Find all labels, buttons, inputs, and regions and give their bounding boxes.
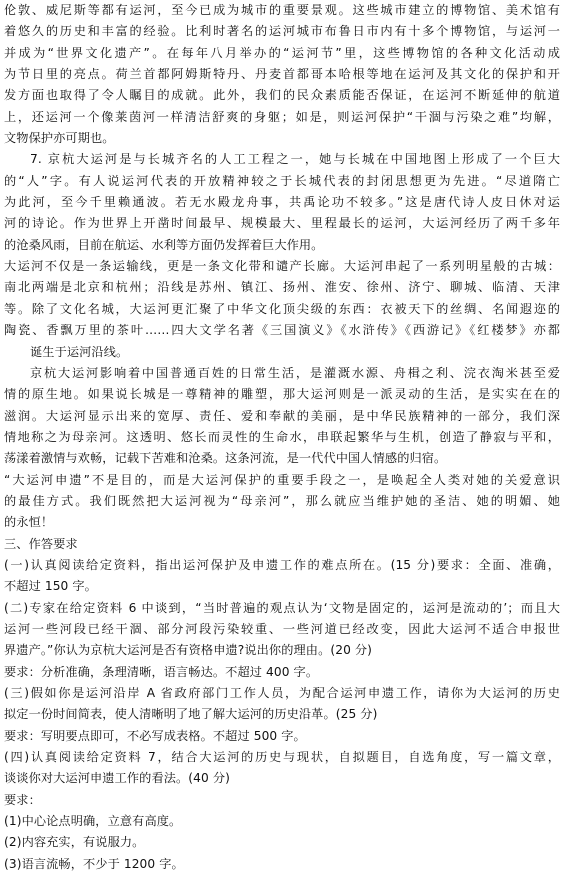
text-line: (1)中心论点明确，立意有高度。 xyxy=(4,814,182,829)
text-line: 运河一些河段已经干涸、部分河段污染较重、一些河道已经改变，因此大运河不适合申报世 xyxy=(4,621,560,636)
text-line: 等。除了文化名城，大运河更汇聚了中华文化顶尖级的东西：衣被天下的丝绸、名闻遐迩的 xyxy=(4,301,560,316)
text-line: (三)假如你是运河沿岸 A 省政府部门工作人员，为配合运河申遗工作，请你为大运河的历史 xyxy=(4,686,560,700)
text-line: “大运河申遗”不是目的，而是大运河保护的重要手段之一，是唤起全人类对她的关爱意识 xyxy=(4,472,560,487)
text-line: 并成为“世界文化遗产”。在每年八月举办的“运河节”里，这些博物馆的各种文化活动成 xyxy=(4,45,560,60)
text-line: 情地称之为母亲河。这透明、悠长而灵性的生命水，串联起繁华与生机，创造了静寂与平和， xyxy=(4,429,560,444)
text-line: 陶瓷、香飘万里的茶叶……四大文学名著《三国演义》《水浒传》《西游记》《红楼梦》亦都 xyxy=(4,323,560,338)
text-line: 的最佳方式。我们既然把大运河视为“母亲河”，那么就应当维护她的圣洁、她的明媚、她 xyxy=(4,493,560,508)
text-line: (二)专家在给定资料 6 中谈到，“当时普遍的观点认为‘文物是固定的，运河是流动的’；而且大 xyxy=(4,600,560,615)
text-line: (3)语言流畅，不少于 1200 字。 xyxy=(4,856,184,871)
text-line: (2)内容充实，有说服力。 xyxy=(4,835,145,850)
text-line: 伦敦、威尼斯等都有运河，至今已成为城市的重要景观。这些城市建立的博物馆、美术馆有 xyxy=(4,3,560,17)
text-line: 着悠久的历史和丰富的经验。比利时著名的运河城市布鲁日市内有十多个博物馆，与运河一 xyxy=(4,24,560,39)
text-line: 文物保护亦可期也。 xyxy=(4,131,115,146)
text-line: 的沧桑风雨，目前在航运、水利等方面仍发挥着巨大作用。 xyxy=(4,237,324,252)
text-line: 7. 京杭大运河是与长城齐名的人工工程之一，她与长城在中国地图上形成了一个巨大 xyxy=(30,152,560,167)
text-line: (四)认真阅读给定资料 7，结合大运河的历史与现状，自拟题目，自选角度，写一篇文章， xyxy=(4,750,560,765)
text-line: 滋润。大运河显示出来的宽厚、责任、爱和奉献的美丽，是中华民族精神的一部分，我们深 xyxy=(4,408,560,423)
text-line: 界遗产。”你认为京杭大运河是否有资格申遗?说出你的理由。(20 分) xyxy=(4,643,373,658)
text-line: 京杭大运河影响着中国普通百姓的日常生活，是灌溉水源、舟楫之利、浣衣淘米甚至爱 xyxy=(30,365,560,380)
text-line: 河的诗论。作为世界上开凿时间最早、规模最大、里程最长的运河，大运河经历了两千多年 xyxy=(4,216,560,231)
text-line: 为节日里的亮点。荷兰首都阿姆斯特丹、丹麦首都哥本哈根等地在运河及其文化的保护和开 xyxy=(4,67,560,82)
text-line: 发方面也取得了令人瞩目的成就。此外，我们的民众素质能否保证，在运河不断延伸的航道 xyxy=(4,88,560,103)
text-line: 三、作答要求 xyxy=(4,536,78,551)
text-line: 荡漾着激情与欢畅，记载下苦难和沧桑。这条河流，是一代代中国人情感的归宿。 xyxy=(4,451,447,466)
text-line: 的“人”字。有人说运河代表的开放精神较之于长城代表的封闭思想更为先进。“尽道隋亡 xyxy=(4,173,560,188)
text-line: 不超过 150 字。 xyxy=(4,579,97,594)
text-line: 为此河，至今千里赖通波。若无水殿龙舟事，共禹论功不较多。”这是唐代诗人皮日休对运 xyxy=(4,195,560,210)
text-line: 要求： xyxy=(4,792,41,807)
text-line: 南北两端是北京和杭州；沿线是苏州、镇江、扬州、淮安、徐州、济宁、聊城、临清、天津 xyxy=(4,280,560,295)
text-line: 诞生于运河沿线。 xyxy=(30,344,129,359)
text-line: 要求：写明要点即可，不必写成表格。不超过 500 字。 xyxy=(4,728,306,743)
text-line: 要求：分析准确，条理清晰，语言畅达。不超过 400 字。 xyxy=(4,664,319,679)
text-line: (一)认真阅读给定资料，指出运河保护及申遗工作的难点所在。(15 分)要求：全面、准确， xyxy=(4,557,560,572)
text-line: 情的原生地。如果说长城是一尊精神的雕塑，那大运河则是一派灵动的生活，是实实在在的 xyxy=(4,387,560,402)
text-line: 拟定一份时间简表，使人清晰明了地了解大运河的历史沿革。(25 分) xyxy=(4,707,378,722)
text-line: 上，还运河一个像莱茵河一样清洁舒爽的身躯；如是，则运河保护“干涸与污染之难”均解， xyxy=(4,109,560,124)
text-line: 大运河不仅是一条运输线，更是一条文化带和谴产长廊。大运河串起了一系列明星般的古城： xyxy=(4,259,560,274)
text-line: 谈谈你对大运河申遗工作的看法。(40 分) xyxy=(4,771,230,786)
text-line: 的永恒！ xyxy=(4,515,54,530)
